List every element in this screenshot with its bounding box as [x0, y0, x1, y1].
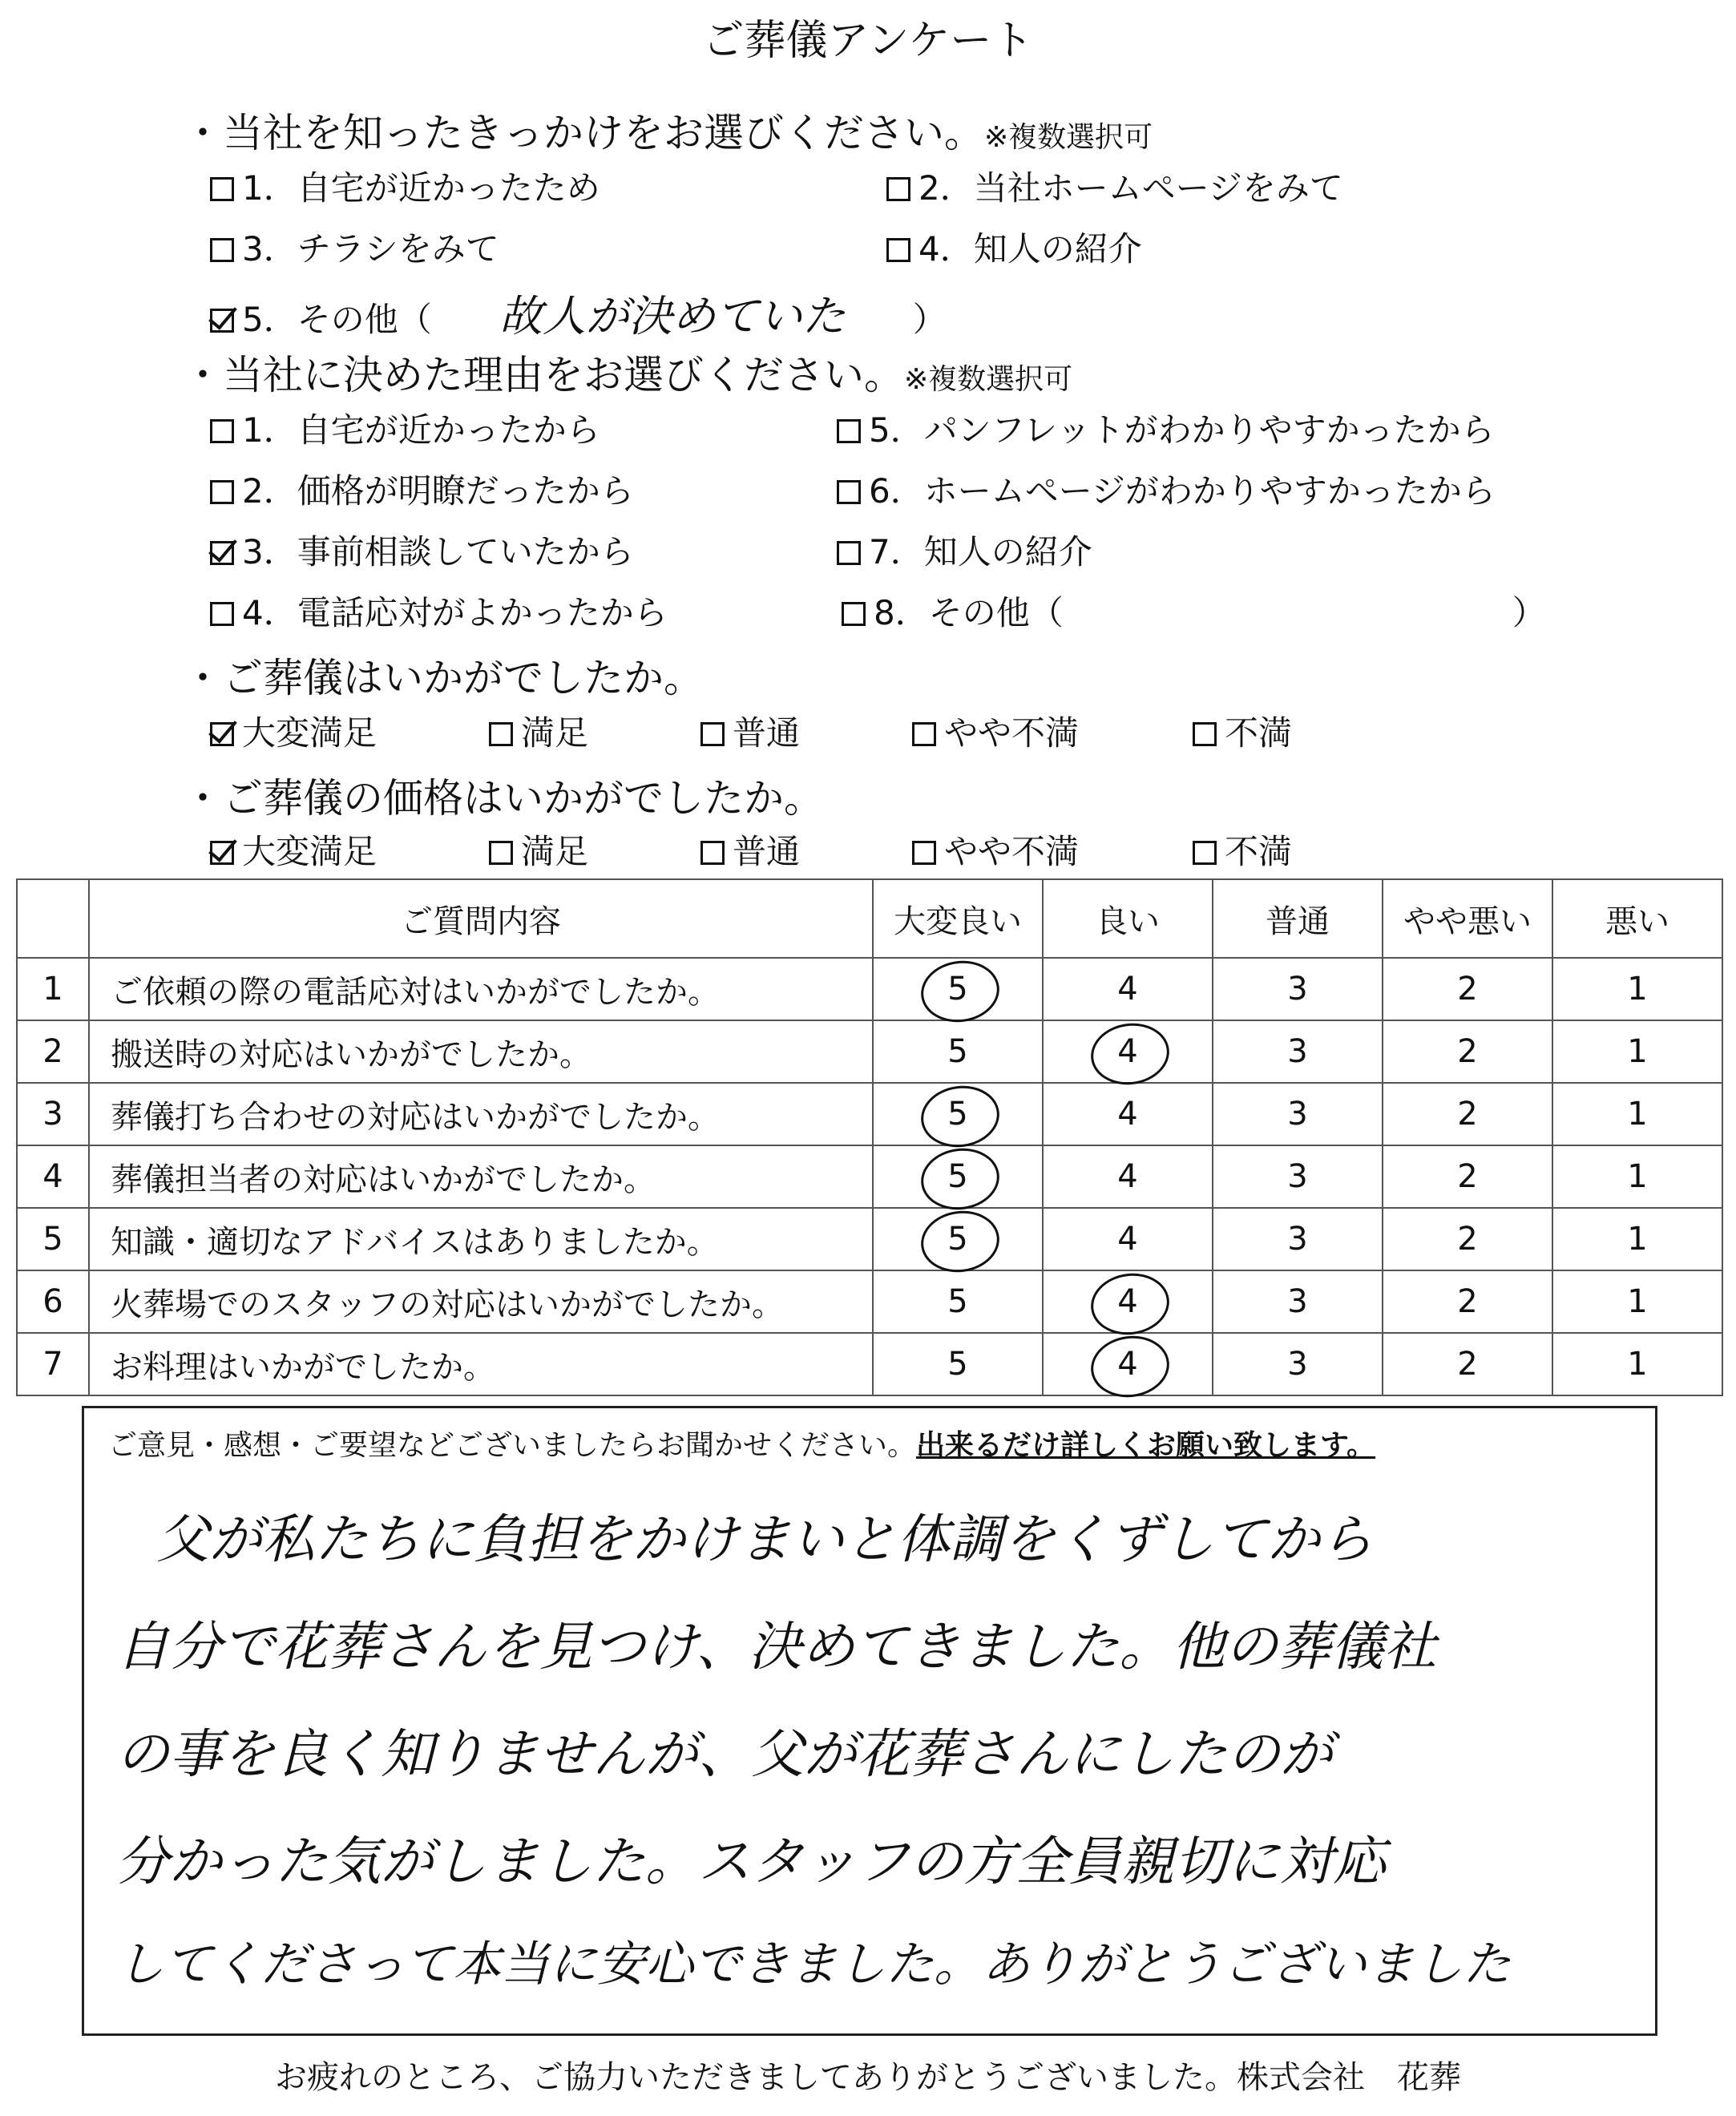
q2-option-label: 8．その他（: [874, 593, 1064, 632]
score-option[interactable]: 4: [1043, 1145, 1213, 1208]
score-option[interactable]: 3: [1213, 958, 1383, 1020]
q2-option-label: 1．自宅が近かったから: [242, 410, 600, 450]
checkbox[interactable]: [489, 841, 513, 865]
score-option[interactable]: 2: [1383, 1145, 1552, 1208]
header-bad: 悪い: [1552, 879, 1722, 958]
rating-table: [16, 878, 1723, 1396]
score-option[interactable]: 3: [1213, 1145, 1383, 1208]
q4-option-dissatisfied[interactable]: [1193, 826, 1292, 874]
score-option[interactable]: 3: [1213, 1270, 1383, 1333]
q2-heading-text: ・当社に決めた理由をお選びください。: [183, 352, 904, 398]
q3-option-label: 不満: [1225, 713, 1293, 753]
score-option[interactable]: 3: [1213, 1020, 1383, 1083]
score-option[interactable]: 1: [1552, 1083, 1722, 1145]
header-normal: 普通: [1213, 879, 1383, 958]
q3-heading: ・ご葬儀はいかがでしたか。: [183, 655, 704, 701]
q2-option-5[interactable]: [837, 404, 1495, 452]
q4-option-label: 不満: [1225, 832, 1293, 871]
q1-option-1[interactable]: [210, 162, 600, 210]
q2-option-label: 5．パンフレットがわかりやすかったから: [869, 410, 1495, 450]
row-number: 5: [17, 1208, 89, 1270]
q2-option-1[interactable]: [210, 404, 600, 452]
q4-option-label: 大変満足: [242, 832, 377, 871]
header-very-good: 大変良い: [873, 879, 1043, 958]
q3-option-label: 大変満足: [242, 713, 377, 753]
header-good: 良い: [1043, 879, 1213, 958]
checkbox-checked[interactable]: [210, 722, 234, 746]
q2-option-label: 4．電話応対がよかったから: [242, 593, 668, 632]
comment-line-1: 父が私たちに負担をかけまいと体調をくずしてから: [156, 1508, 1373, 1570]
row-question: 搬送時の対応はいかがでしたか。: [89, 1020, 873, 1083]
score-option-selected[interactable]: 5: [873, 958, 1043, 1020]
q4-option-label: やや不満: [944, 832, 1080, 871]
checkbox[interactable]: [210, 602, 234, 626]
row-number: 7: [17, 1333, 89, 1395]
table-row: [17, 1208, 1722, 1270]
score-option[interactable]: 1: [1552, 1208, 1722, 1270]
survey-title: ご葬儀アンケート: [702, 17, 1034, 65]
q2-other-close: ）: [1512, 593, 1546, 632]
comment-line-3: の事を良く知りませんが、父が花葬さんにしたのが: [116, 1723, 1333, 1785]
q4-option-somewhat-dissatisfied[interactable]: [912, 826, 1079, 874]
table-row: [17, 958, 1722, 1020]
row-question: お料理はいかがでしたか。: [89, 1333, 873, 1395]
table-row: [17, 1270, 1722, 1333]
q2-option-label: 2．価格が明瞭だったから: [242, 471, 634, 511]
row-number: 3: [17, 1083, 89, 1145]
score-option-selected[interactable]: 5: [873, 1208, 1043, 1270]
q2-option-label: 6．ホームページがわかりやすかったから: [869, 471, 1496, 511]
score-option-selected[interactable]: 4: [1043, 1020, 1213, 1083]
table-row: [17, 1083, 1722, 1145]
q4-option-label: 満足: [521, 832, 589, 871]
checkbox[interactable]: [886, 238, 910, 262]
q1-option-label: 1．自宅が近かったため: [242, 168, 600, 208]
checkbox[interactable]: [210, 238, 234, 262]
q4-heading: ・ご葬儀の価格はいかがでしたか。: [183, 775, 824, 822]
score-option[interactable]: 1: [1552, 1020, 1722, 1083]
q2-option-8[interactable]: [842, 587, 1546, 635]
score-option[interactable]: 1: [1552, 1333, 1722, 1395]
header-number: [17, 879, 89, 958]
q3-option-normal[interactable]: [700, 707, 800, 755]
score-option[interactable]: 1: [1552, 958, 1722, 1020]
q4-option-label: 普通: [733, 832, 801, 871]
row-number: 4: [17, 1145, 89, 1208]
checkbox[interactable]: [837, 419, 861, 443]
q3-option-label: 満足: [521, 713, 589, 753]
row-number: 1: [17, 958, 89, 1020]
q3-option-label: 普通: [733, 713, 801, 753]
q1-heading-text: ・当社を知ったきっかけをお選びください。: [183, 110, 984, 156]
score-option[interactable]: 5: [873, 1020, 1043, 1083]
comment-line-5: してくださって本当に安心できました。ありがとうございました: [116, 1936, 1511, 1993]
q3-option-satisfied[interactable]: [489, 707, 588, 755]
score-option[interactable]: 1: [1552, 1270, 1722, 1333]
q2-option-4[interactable]: [210, 587, 668, 635]
checkbox-checked[interactable]: [210, 841, 234, 865]
score-option-selected[interactable]: 5: [873, 1083, 1043, 1145]
checkbox[interactable]: [210, 177, 234, 201]
checkbox[interactable]: [700, 841, 725, 865]
footer-thanks: お疲れのところ、ご協力いただきましてありがとうございました。株式会社 花葬: [275, 2059, 1461, 2096]
score-option[interactable]: 5: [873, 1333, 1043, 1395]
comment-line-2: 自分で花葬さんを見つけ、決めてきました。他の葬儀社: [116, 1616, 1437, 1678]
q1-option-label: 4．知人の紹介: [918, 229, 1142, 269]
checkbox[interactable]: [1193, 722, 1217, 746]
q4-option-very-satisfied[interactable]: [210, 826, 377, 874]
comment-prompt: [108, 1423, 1375, 1464]
table-row: [17, 1333, 1722, 1395]
q3-option-somewhat-dissatisfied[interactable]: [912, 707, 1079, 755]
score-option[interactable]: 2: [1383, 958, 1552, 1020]
score-option[interactable]: 3: [1213, 1083, 1383, 1145]
row-question: 葬儀担当者の対応はいかがでしたか。: [89, 1145, 873, 1208]
score-option[interactable]: 1: [1552, 1145, 1722, 1208]
score-option[interactable]: 4: [1043, 1208, 1213, 1270]
q4-option-normal[interactable]: [700, 826, 800, 874]
score-option[interactable]: 3: [1213, 1333, 1383, 1395]
comment-prompt-emphasis: 出来るだけ詳しくお願い致します。: [916, 1429, 1376, 1462]
row-question: 葬儀打ち合わせの対応はいかがでしたか。: [89, 1083, 873, 1145]
q2-option-3[interactable]: [210, 526, 634, 574]
q1-option-5[interactable]: [210, 282, 947, 344]
score-option-selected[interactable]: 4: [1043, 1333, 1213, 1395]
comment-line-4: 分かった気がしました。スタッフの方全員親切に対応: [116, 1831, 1386, 1892]
score-option[interactable]: 4: [1043, 958, 1213, 1020]
q2-note: ※複数選択可: [904, 363, 1073, 396]
table-header-row: [17, 879, 1722, 958]
q3-option-label: やや不満: [944, 713, 1080, 753]
q1-heading: [183, 101, 1153, 159]
q2-heading: [183, 343, 1072, 401]
q3-option-dissatisfied[interactable]: [1193, 707, 1292, 755]
checkbox[interactable]: [700, 722, 725, 746]
score-option[interactable]: 4: [1043, 1083, 1213, 1145]
checkbox[interactable]: [210, 419, 234, 443]
q1-option-label: 2．当社ホームページをみて: [918, 168, 1343, 208]
q1-option-label: 5．その他（: [242, 300, 432, 339]
q1-option-label: 3．チラシをみて: [242, 229, 499, 269]
checkbox[interactable]: [837, 541, 861, 565]
q1-other-answer[interactable]: 故人が決めていた: [499, 291, 846, 341]
checkbox-checked[interactable]: [210, 541, 234, 565]
row-number: 2: [17, 1020, 89, 1083]
row-question: 火葬場でのスタッフの対応はいかがでしたか。: [89, 1270, 873, 1333]
score-option[interactable]: 2: [1383, 1083, 1552, 1145]
q1-option-2[interactable]: [886, 162, 1343, 210]
score-option[interactable]: 2: [1383, 1270, 1552, 1333]
score-option-selected[interactable]: 5: [873, 1145, 1043, 1208]
q4-option-satisfied[interactable]: [489, 826, 588, 874]
checkbox[interactable]: [1193, 841, 1217, 865]
row-question: 知識・適切なアドバイスはありましたか。: [89, 1208, 873, 1270]
q2-option-6[interactable]: [837, 465, 1496, 513]
q1-option-4[interactable]: [886, 223, 1142, 271]
comment-box[interactable]: [82, 1406, 1657, 2036]
header-question: ご質問内容: [89, 879, 873, 958]
score-option[interactable]: 3: [1213, 1208, 1383, 1270]
row-number: 6: [17, 1270, 89, 1333]
checkbox[interactable]: [842, 602, 866, 626]
score-option[interactable]: 2: [1383, 1333, 1552, 1395]
score-option[interactable]: 2: [1383, 1020, 1552, 1083]
checkbox[interactable]: [210, 480, 234, 504]
checkbox[interactable]: [886, 177, 910, 201]
checkbox[interactable]: [912, 722, 936, 746]
header-somewhat-bad: やや悪い: [1383, 879, 1552, 958]
q2-option-7[interactable]: [837, 526, 1092, 574]
checkbox-checked[interactable]: [210, 309, 234, 333]
score-option[interactable]: 2: [1383, 1208, 1552, 1270]
q2-option-label: 3．事前相談していたから: [242, 532, 634, 571]
comment-prompt-text: ご意見・感想・ご要望などございましたらお聞かせください。: [108, 1429, 917, 1462]
checkbox[interactable]: [837, 480, 861, 504]
q1-note: ※複数選択可: [984, 121, 1153, 154]
score-option-selected[interactable]: 4: [1043, 1270, 1213, 1333]
q2-option-label: 7．知人の紹介: [869, 532, 1092, 571]
table-row: [17, 1020, 1722, 1083]
row-question: ご依頼の際の電話応対はいかがでしたか。: [89, 958, 873, 1020]
checkbox[interactable]: [912, 841, 936, 865]
checkbox[interactable]: [489, 722, 513, 746]
table-row: [17, 1145, 1722, 1208]
q1-other-close: ）: [912, 300, 947, 339]
q3-option-very-satisfied[interactable]: [210, 707, 377, 755]
score-option[interactable]: 5: [873, 1270, 1043, 1333]
q2-option-2[interactable]: [210, 465, 634, 513]
q1-option-3[interactable]: [210, 223, 499, 271]
